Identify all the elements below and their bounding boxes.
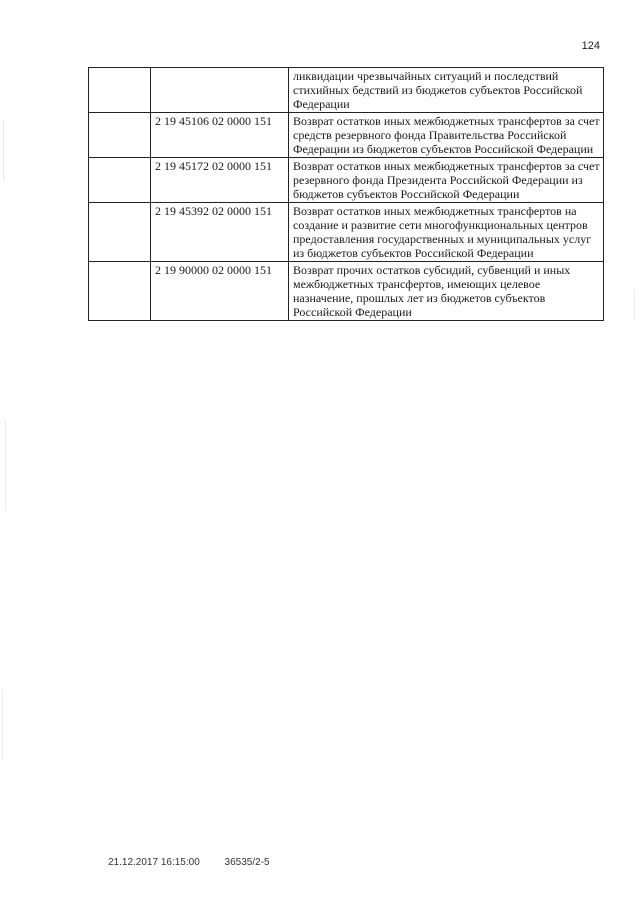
revenue-name-cell: Возврат остатков иных межбюджетных трансфертов на создание и развитие сети многофункциональных центров предоставления государственных и муниципальных услуг из бюджетов субъектов Российской Федерации	[289, 203, 604, 262]
scan-artifact	[3, 120, 4, 180]
document-footer	[108, 857, 292, 868]
table-row	[89, 68, 604, 113]
budget-code-cell: 2 19 45106 02 0000 151	[151, 113, 289, 158]
revenue-name-cell: Возврат прочих остатков субсидий, субвенций и иных межбюджетных трансфертов, имеющих целевое назначение, прошлых лет из бюджетов субъектов Российской Федерации	[289, 262, 604, 321]
table-row	[89, 158, 604, 203]
scan-artifact	[5, 420, 6, 510]
budget-code-cell: 2 19 45392 02 0000 151	[151, 203, 289, 262]
admin-code-cell	[89, 158, 151, 203]
table-row	[89, 203, 604, 262]
page-number: 124	[581, 40, 600, 52]
revenue-name-cell: Возврат остатков иных межбюджетных трансфертов за счет резервного фонда Президента Российской Федерации из бюджетов субъектов Российской Федерации	[289, 158, 604, 203]
revenue-name-cell: Возврат остатков иных межбюджетных трансфертов за счет средств резервного фонда Правительства Российской Федерации из бюджетов субъектов Российской Федерации	[289, 113, 604, 158]
admin-code-cell	[89, 68, 151, 113]
table-row	[89, 113, 604, 158]
budget-code-cell: 2 19 90000 02 0000 151	[151, 262, 289, 321]
admin-code-cell	[89, 262, 151, 321]
budget-classification-table	[88, 67, 604, 321]
admin-code-cell	[89, 113, 151, 158]
admin-code-cell	[89, 203, 151, 262]
budget-code-cell	[151, 68, 289, 113]
budget-code-cell: 2 19 45172 02 0000 151	[151, 158, 289, 203]
scan-artifact	[634, 290, 635, 320]
footer-document-id: 36535/2-5	[224, 857, 270, 868]
scan-artifact	[2, 690, 3, 760]
revenue-name-cell: ликвидации чрезвычайных ситуаций и последствий стихийных бедствий из бюджетов субъектов Российской Федерации	[289, 68, 604, 113]
footer-timestamp: 21.12.2017 16:15:00	[108, 857, 200, 868]
table-row	[89, 262, 604, 321]
